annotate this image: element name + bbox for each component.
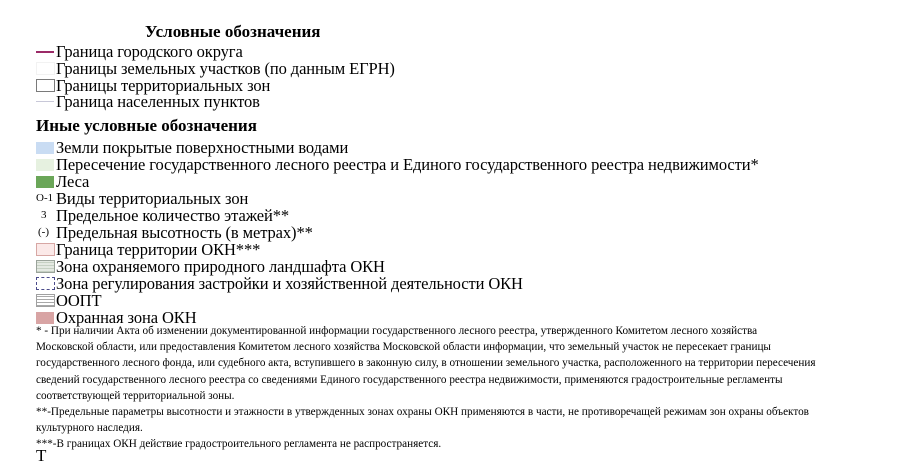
legend-item-max-floors	[36, 207, 289, 224]
legend-item-label: Леса	[56, 172, 90, 191]
footnote-1-line: государственного лесного фонда, или судебного акта, вступившего в законную силу, в отношении земельного участка, расположенного на территории пересечения	[36, 357, 816, 370]
legend-item-zone-types	[36, 190, 248, 207]
zone-code-symbol	[36, 190, 56, 207]
legend-item-label: Предельная высотность (в метрах)**	[56, 223, 313, 242]
legend-item-label: Охранная зона ОКН	[56, 308, 197, 327]
height-text: (-)	[38, 226, 49, 238]
legend-item-label: Зона регулирования застройки и хозяйственной деятельности ОКН	[56, 274, 523, 293]
legend-item-settlement-border	[36, 93, 260, 110]
zone-code-text: О-1	[36, 192, 54, 204]
dashed-box-icon	[36, 275, 56, 292]
outline-box-icon	[36, 77, 56, 94]
legend-item-label: Границы земельных участков (по данным ЕГРН)	[56, 59, 395, 78]
legend-title: Условные обозначения	[145, 22, 321, 41]
legend-item-label: Граница населенных пунктов	[56, 92, 260, 111]
legend-item-label: Граница территории ОКН***	[56, 240, 261, 259]
legend-item-oopt	[36, 292, 101, 309]
legend-item-label: Пересечение государственного лесного реестра и Единого государственного реестра недвижимости*	[56, 155, 759, 174]
footnote-1-line: Московской области, или предоставления Комитетом лесного хозяйства Московской области информации, что земельный участок не пересекает границы	[36, 341, 771, 354]
footnote-1-line: * - При наличии Акта об изменении документированной информации государственного лесного реестра, утвержденного Комитетом лесного хозяйства	[36, 325, 758, 337]
legend-item-label: Зона охраняемого природного ландшафта ОКН	[56, 257, 385, 276]
floor-count-text: 3	[41, 209, 47, 221]
legend-item-label: Предельное количество этажей**	[56, 206, 290, 225]
legend-item-label: Границы территориальных зон	[56, 76, 271, 95]
footnote-3: ***-В границах ОКН действие градостроительного регламента не распространяется.	[36, 438, 442, 451]
height-symbol	[36, 224, 56, 241]
legend-item-okn-territory-border	[36, 241, 260, 258]
cut-off-text: Т	[36, 446, 47, 465]
legend-item-regulation-zone	[36, 275, 523, 292]
thin-line-icon	[36, 93, 56, 110]
legend-item-max-height	[36, 224, 313, 241]
purple-line-icon	[36, 43, 56, 60]
legend-item-city-district-border	[36, 43, 243, 60]
floor-count-symbol	[36, 207, 56, 224]
light-green-fill-icon	[36, 156, 56, 173]
legend-item-label: Земли покрытые поверхностными водами	[56, 138, 349, 157]
okn-border-icon	[36, 241, 56, 258]
legend-item-label: Граница городского округа	[56, 42, 243, 61]
footnote-2-line: **-Предельные параметры высотности и этажности в утвержденных зонах охраны ОКН применяются в части, не противоречащей режимам зон охраны объектов	[36, 406, 809, 419]
blank-box-icon	[36, 60, 56, 77]
legend-item-forests	[36, 173, 89, 190]
legend-item-label: Виды территориальных зон	[56, 189, 249, 208]
oopt-hatch-icon	[36, 292, 56, 309]
legend-item-label: ООПТ	[56, 291, 102, 310]
legend-item-landscape-zone	[36, 258, 385, 275]
legend-item-land-plot-borders	[36, 60, 395, 77]
footnote-1-line: соответствующей территориальной зоны.	[36, 389, 235, 402]
landscape-hatch-icon	[36, 258, 56, 275]
water-fill-icon	[36, 139, 56, 156]
legend-item-forest-registry-intersection	[36, 156, 759, 173]
footnotes	[36, 323, 919, 453]
footnote-1-line: сведений государственного лесного реестра со сведениями Единого государственного реестра недвижимости, применяются градостроительные регламенты	[36, 373, 783, 386]
other-legend-title: Иные условные обозначения	[36, 116, 257, 135]
forest-fill-icon	[36, 173, 56, 190]
footnote-2-line: культурного наследия.	[36, 422, 143, 435]
legend-item-water-lands	[36, 139, 348, 156]
